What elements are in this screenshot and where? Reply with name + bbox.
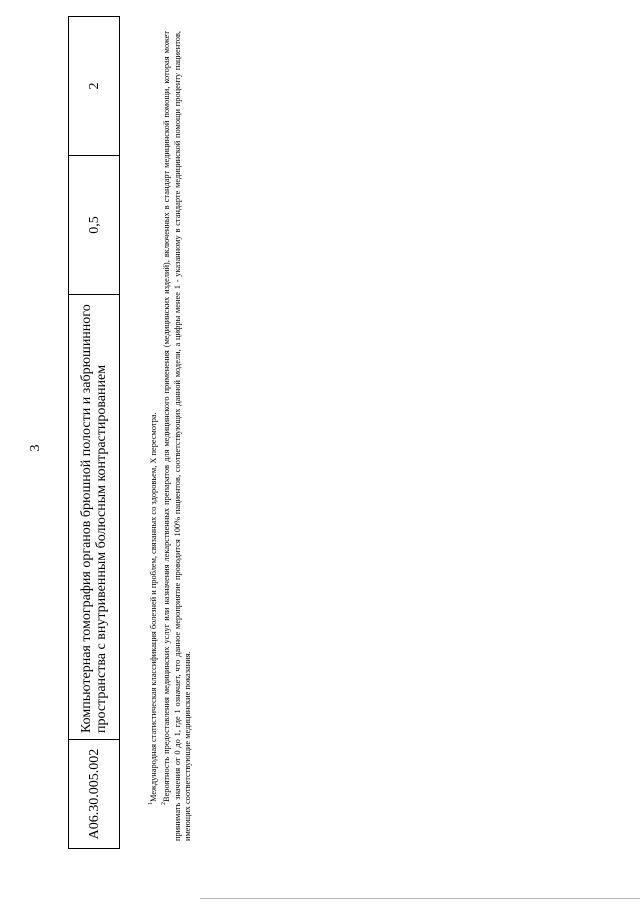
services-table <box>68 16 120 849</box>
services-table-wrapper <box>68 69 120 849</box>
footnote-1 <box>146 31 159 841</box>
footnote-1-text: Международная статистическая классификация болезней и проблем, связанных со здоровьем, X пересмотра. <box>149 412 158 802</box>
service-name-cell: Компьютерная томография органов брюшной полости и забрюшинного пространства с внутривенным болюсным контрастированием <box>69 295 120 740</box>
footnotes <box>146 31 194 841</box>
frequency-cell: 0,5 <box>69 156 120 295</box>
footnote-2-mark: 2 <box>161 802 168 805</box>
table-row <box>69 17 120 849</box>
page-number: 3 <box>28 444 43 452</box>
footnote-1-mark: 1 <box>148 802 155 805</box>
multiplicity-cell: 2 <box>69 17 120 156</box>
scan-edge-line <box>200 898 640 899</box>
service-code-cell: A06.30.005.002 <box>69 740 120 849</box>
footnote-2-text: Вероятность предоставления медицинских услуг или назначения лекарственных препаратов для медицинского применения (медицинских изделий), включенных в стандарт медицинской помощи, которая может принимать значения от 0 до 1, где 1 означает, что данное мероприятие проводится 100% пациентов, соответствующих данной модели, а цифры менее 1 - указанному в стандарте медицинской помощи проценту пациентов, имеющих соответствующие медицинские показания. <box>162 31 193 841</box>
footnote-2 <box>160 31 194 841</box>
